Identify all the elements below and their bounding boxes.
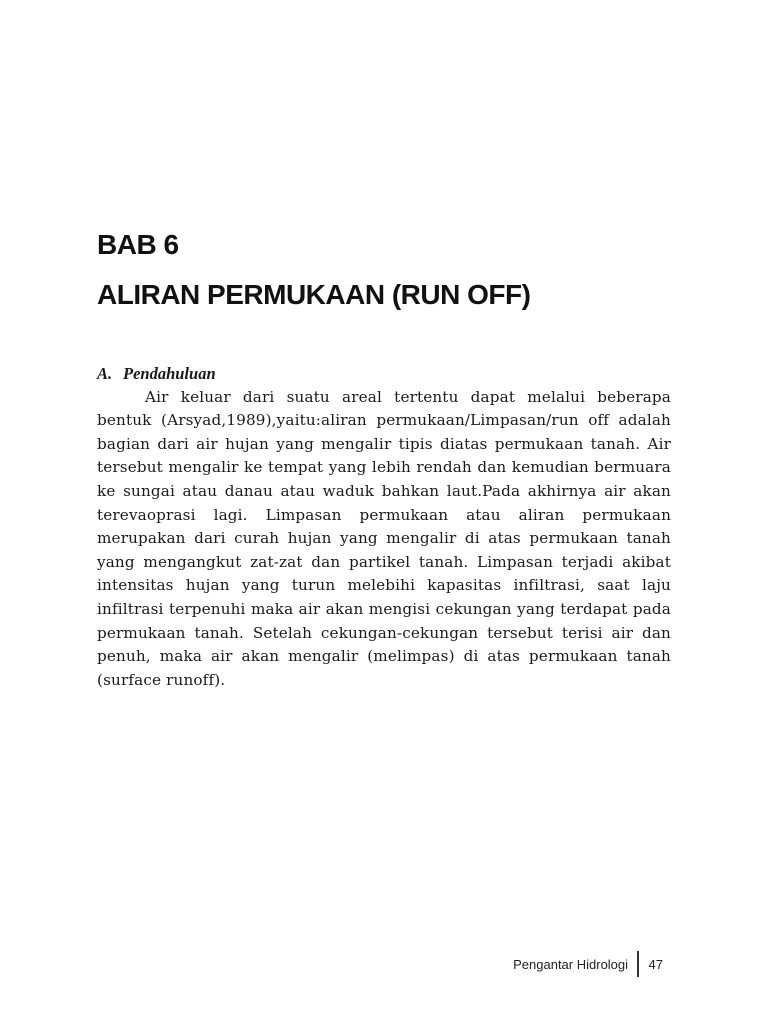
- footer-divider: [637, 951, 639, 977]
- chapter-heading: [97, 226, 677, 314]
- section-content: [97, 362, 671, 692]
- page-number: 47: [648, 956, 663, 972]
- section-letter: A.: [97, 364, 113, 383]
- footer-book-title: Pengantar Hidrologi: [513, 956, 629, 972]
- body-paragraph: Air keluar dari suatu areal tertentu dapat melalui beberapa bentuk (Arsyad,1989),yaitu:aliran permukaan/Limpasan/run off adalah bagian dari air hujan yang mengalir tipis diatas permukaan tanah. Air tersebut mengalir ke tempat yang lebih rendah dan kemudian bermuara ke sungai atau danau atau waduk bahkan laut.Pada akhirnya air akan terevaoprasi lagi. Limpasan permukaan atau aliran permukaan merupakan dari curah hujan yang mengalir di atas permukaan tanah yang mengangkut zat-zat dan partikel tanah. Limpasan terjadi akibat intensitas hujan yang turun melebihi kapasitas infiltrasi, saat laju infiltrasi terpenuhi maka air akan mengisi cekungan yang terdapat pada permukaan tanah. Setelah cekungan-cekungan tersebut terisi air dan penuh, maka air akan mengalir (melimpas) di atas permukaan tanah (surface runoff).: [97, 387, 671, 689]
- page-footer: [513, 952, 663, 976]
- section-heading: [97, 362, 671, 386]
- chapter-title: ALIRAN PERMUKAAN (RUN OFF): [97, 279, 531, 310]
- section-title: Pendahuluan: [123, 364, 216, 383]
- chapter-number: BAB 6: [97, 229, 179, 260]
